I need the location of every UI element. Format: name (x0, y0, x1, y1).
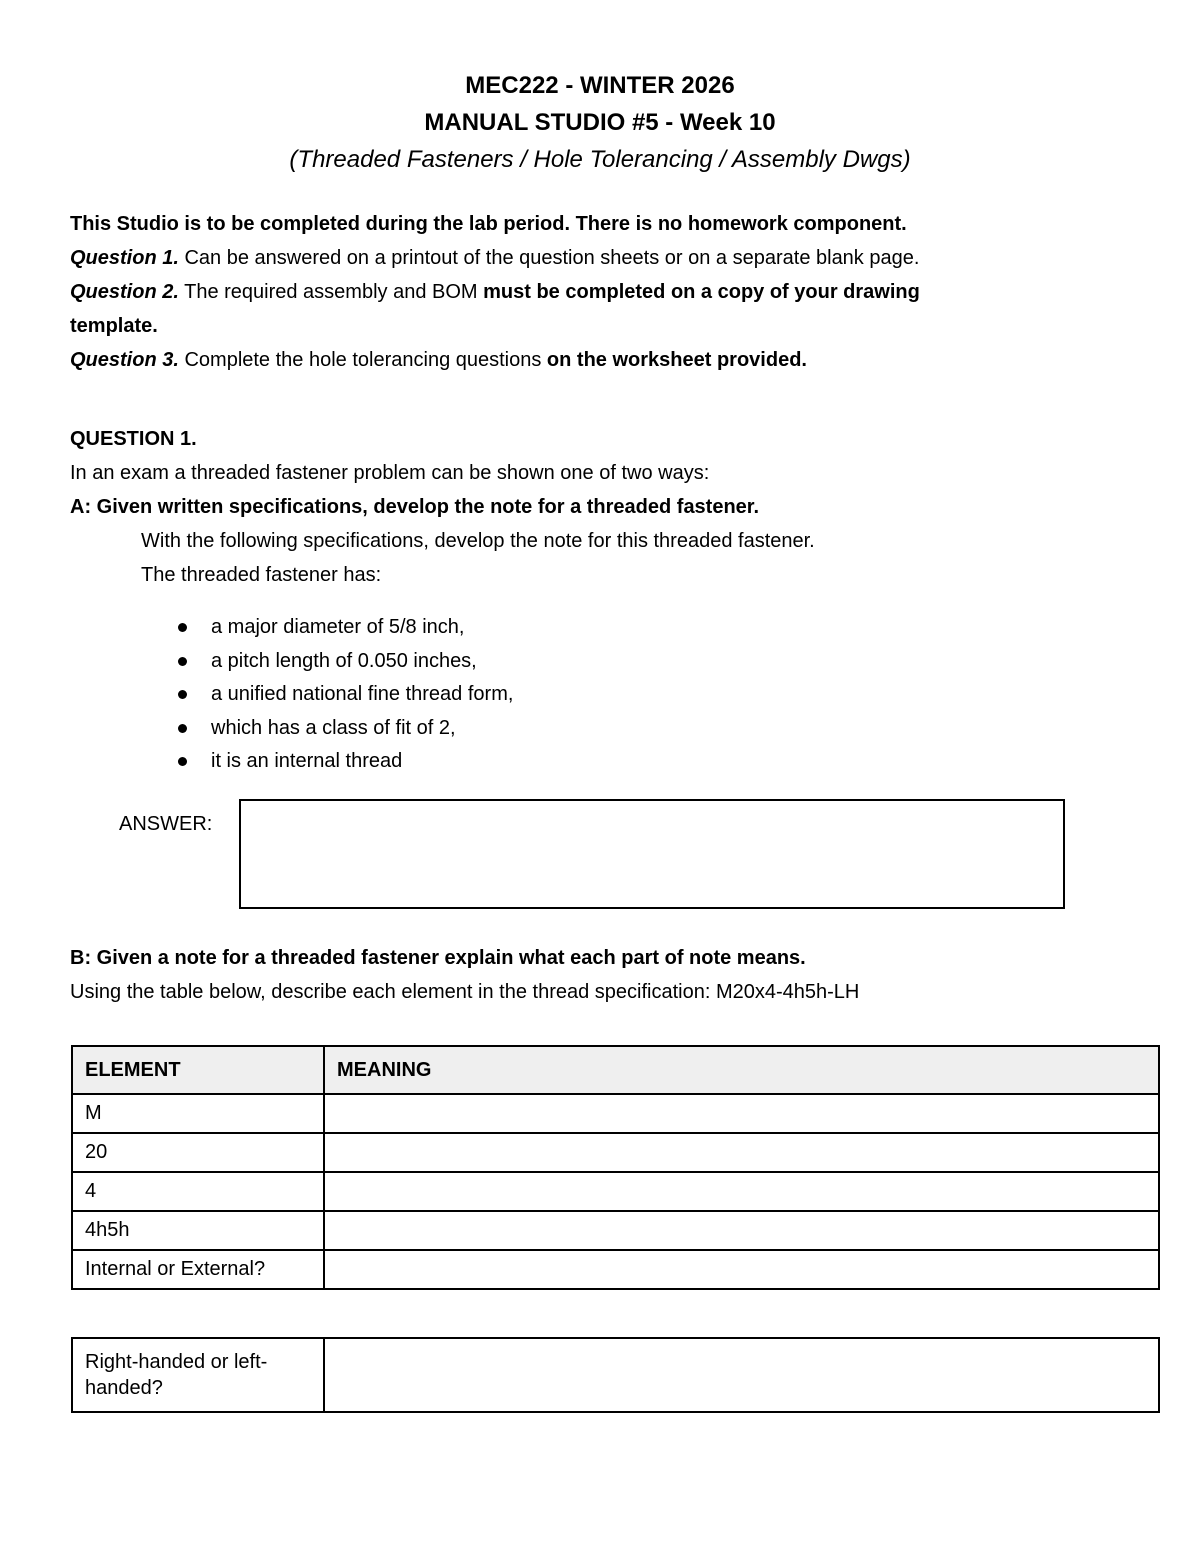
question3-bold: on the worksheet provided. (546, 349, 807, 371)
answer-label: ANSWER: (119, 813, 213, 835)
bullet-icon (178, 623, 187, 632)
element-cell: 20 (72, 1133, 324, 1172)
question1-label: Question 1. (70, 247, 179, 269)
meaning-cell[interactable] (324, 1094, 1159, 1133)
list-item: a unified national fine thread form, (176, 681, 513, 715)
column-header-element: ELEMENT (72, 1046, 324, 1094)
table-row (72, 1250, 1159, 1289)
handedness-label-cell: Right-handed or left- handed? (72, 1338, 324, 1412)
question1-intro: In an exam a threaded fastener problem can be shown one of two ways: (70, 462, 710, 484)
meaning-cell[interactable] (324, 1133, 1159, 1172)
part-a-heading: A: Given written specifications, develop the note for a threaded fastener. (70, 496, 760, 518)
table-row (72, 1338, 1159, 1412)
bullet-icon (178, 657, 187, 666)
meaning-cell[interactable] (324, 1250, 1159, 1289)
bullet-icon (178, 724, 187, 733)
table-row (72, 1211, 1159, 1250)
table-row (72, 1133, 1159, 1172)
thread-element-table (71, 1045, 1160, 1290)
answer-box[interactable] (239, 799, 1065, 909)
part-a-line1: With the following specifications, develop the note for this threaded fastener. (141, 530, 815, 552)
element-cell: Internal or External? (72, 1250, 324, 1289)
element-cell: M (72, 1094, 324, 1133)
intro-line: This Studio is to be completed during the lab period. There is no homework component. (70, 213, 907, 235)
question2-bold-continued: template. (70, 315, 158, 337)
question1-instructions (70, 245, 919, 271)
part-a-line2: The threaded fastener has: (141, 564, 382, 586)
part-b-heading: B: Given a note for a threaded fastener explain what each part of note means. (70, 947, 806, 969)
table-row (72, 1094, 1159, 1133)
element-cell: 4 (72, 1172, 324, 1211)
list-item: a major diameter of 5/8 inch, (176, 614, 513, 648)
list-item: it is an internal thread (176, 748, 513, 782)
question2-bold: must be completed on a copy of your drawing (483, 281, 920, 303)
studio-title: MANUAL STUDIO #5 - Week 10 (424, 109, 776, 136)
part-b-line1: Using the table below, describe each element in the thread specification: M20x4-4h5h-LH (70, 981, 860, 1003)
bullet-icon (178, 690, 187, 699)
question3-label: Question 3. (70, 349, 179, 371)
column-header-meaning: MEANING (324, 1046, 1159, 1094)
element-cell: 4h5h (72, 1211, 324, 1250)
bullet-icon (178, 757, 187, 766)
table-row (72, 1172, 1159, 1211)
question1-heading: QUESTION 1. (70, 428, 197, 450)
question1-text: Can be answered on a printout of the question sheets or on a separate blank page. (178, 247, 920, 269)
topics-subtitle: (Threaded Fasteners / Hole Tolerancing / Assembly Dwgs) (289, 146, 911, 173)
meaning-cell[interactable] (324, 1211, 1159, 1250)
course-title: MEC222 - WINTER 2026 (465, 72, 735, 99)
handedness-table (71, 1337, 1160, 1413)
spec-bullet-list (176, 614, 513, 782)
question2-label: Question 2. (70, 281, 179, 303)
list-item: which has a class of fit of 2, (176, 715, 513, 749)
question2-text: The required assembly and BOM (178, 281, 484, 303)
list-item: a pitch length of 0.050 inches, (176, 648, 513, 682)
question2-instructions (70, 279, 920, 305)
question3-text: Complete the hole tolerancing questions (178, 349, 547, 371)
meaning-cell[interactable] (324, 1172, 1159, 1211)
question3-instructions (70, 347, 807, 373)
handedness-answer-cell[interactable] (324, 1338, 1159, 1412)
table-header-row (72, 1046, 1159, 1094)
